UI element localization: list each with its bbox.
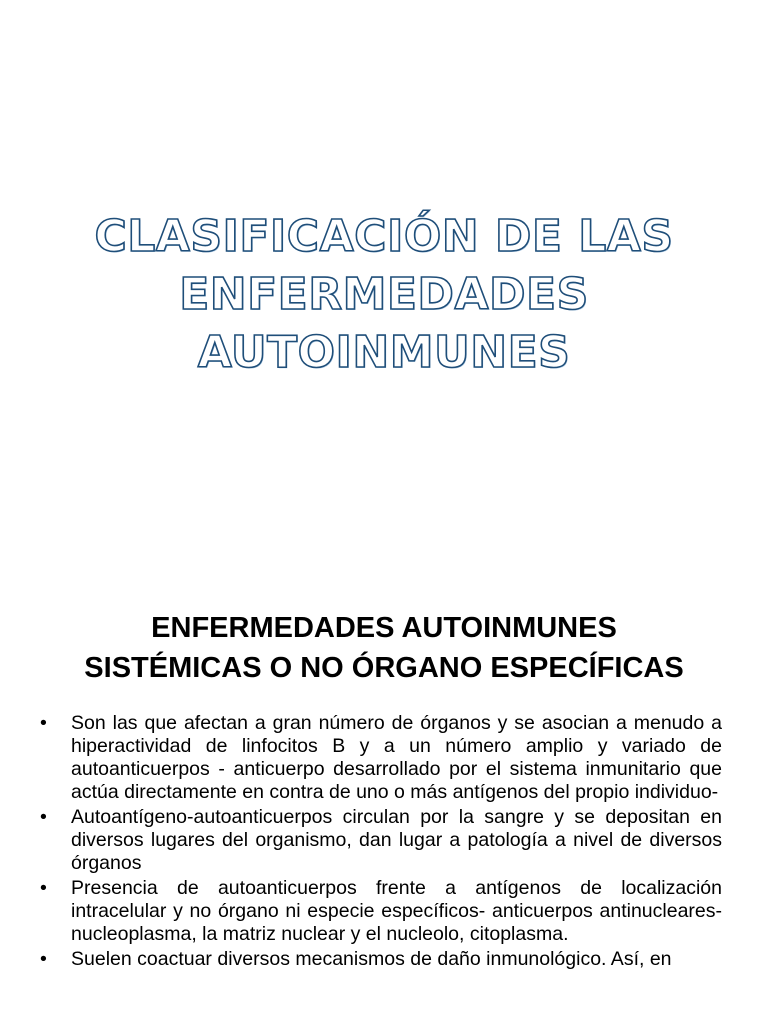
bullet-marker: • bbox=[40, 948, 47, 970]
list-item bbox=[40, 712, 722, 804]
bullet-marker: • bbox=[40, 806, 47, 828]
heading-line-1: ENFERMEDADES AUTOINMUNES bbox=[151, 612, 617, 644]
list-item bbox=[40, 877, 722, 946]
list-item bbox=[40, 948, 722, 971]
heading-line-2: SISTÉMICAS O NO ÓRGANO ESPECÍFICAS bbox=[84, 652, 684, 684]
list-item bbox=[40, 806, 722, 875]
bullet-text: Autoantígeno-autoanticuerpos circulan por la sangre y se depositan en diversos lugares del organismo, dan lugar a patología a nivel de diversos órganos bbox=[71, 806, 722, 874]
bullet-text: Son las que afectan a gran número de órganos y se asocian a menudo a hiperactividad de linfocitos B y a un número amplio y variado de autoanticuerpos - anticuerpo desarrollado por el sistema inmunitario que actúa directamente en contra de uno o más antígenos del propio individuo- bbox=[71, 712, 722, 803]
content-slide bbox=[0, 576, 768, 1024]
title-line-1: CLASIFICACIÓN DE LAS bbox=[94, 211, 674, 262]
bullet-list bbox=[40, 712, 722, 973]
content-slide-heading bbox=[0, 608, 768, 688]
title-line-3: AUTOINMUNES bbox=[197, 327, 571, 378]
bullet-marker: • bbox=[40, 712, 47, 734]
bullet-text: Suelen coactuar diversos mecanismos de daño inmunológico. Así, en bbox=[71, 948, 672, 970]
bullet-marker: • bbox=[40, 877, 47, 899]
title-line-2: ENFERMEDADES bbox=[179, 269, 589, 320]
title-slide-heading bbox=[0, 208, 768, 382]
bullet-text: Presencia de autoanticuerpos frente a antígenos de localización intracelular y no órgano ni especie específicos- anticuerpos antinucleares- nucleoplasma, la matriz nuclear y el nucleolo, citoplasma. bbox=[71, 877, 722, 945]
